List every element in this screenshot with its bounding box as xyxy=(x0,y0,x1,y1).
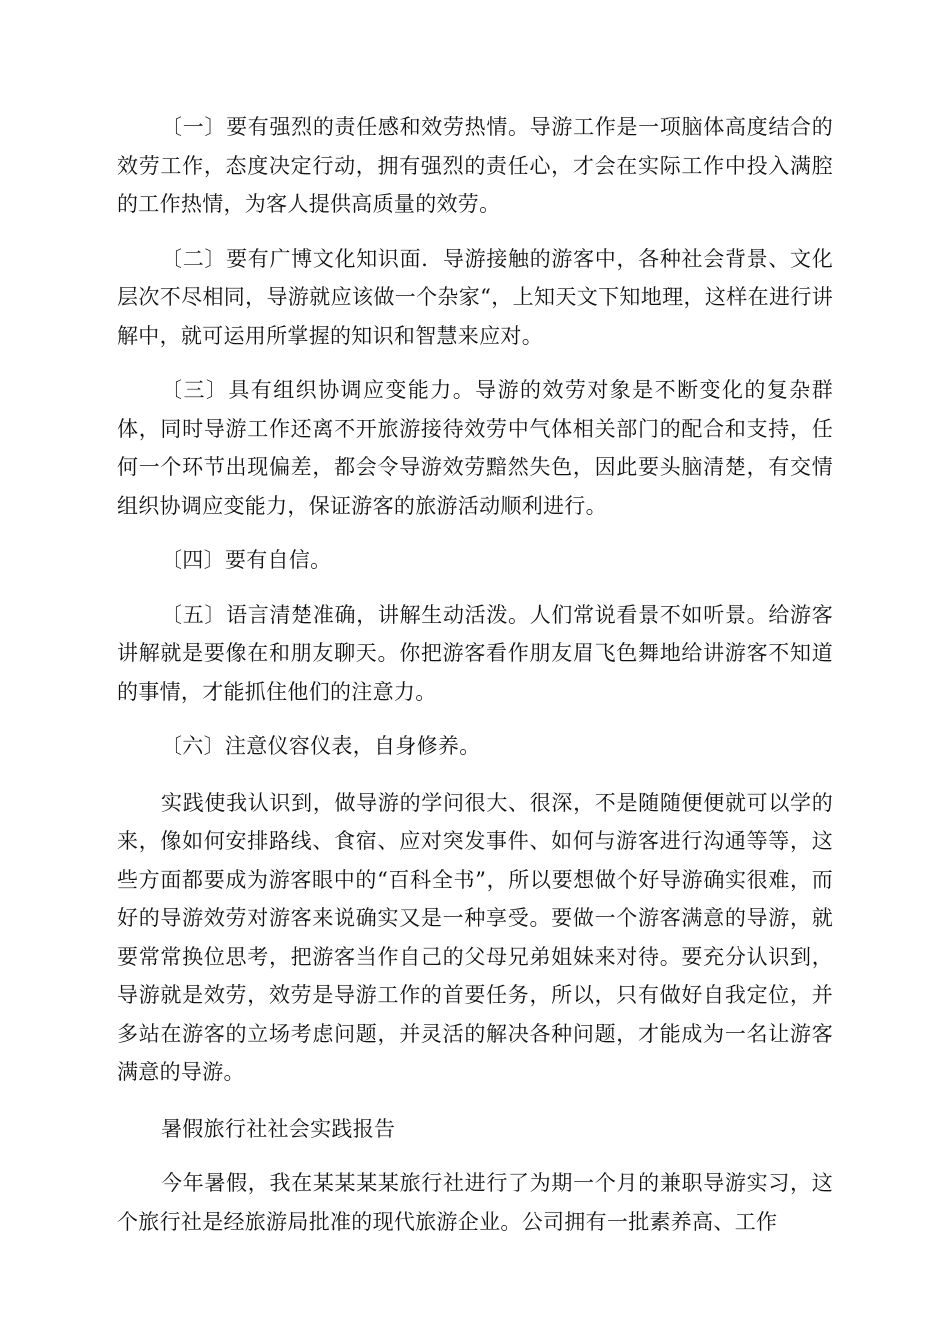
paragraph-practice-reflection: 实践使我认识到，做导游的学问很大、很深，不是随随便便就可以学的来，像如何安排路线、食宿、应对突发事件、如何与游客进行沟通等等，这些方面都要成为游客眼中的“百科全书”，所以要想做个好导游确实很难，而好的导游效劳对游客来说确实又是一种享受。要做一个游客满意的导游，就要常常换位思考，把游客当作自己的父母兄弟姐妹来对待。要充分认识到，导游就是效劳，效劳是导游工作的首要任务，所以，只有做好自我定位，并多站在游客的立场考虑问题，并灵活的解决各种问题，才能成为一名让游客满意的导游。 xyxy=(117,790,833,1084)
paragraph-intro: 今年暑假，我在某某某某旅行社进行了为期一个月的兼职导游实习，这个旅行社是经旅游局批准的现代旅游企业。公司拥有一批素养高、工作 xyxy=(117,1171,833,1234)
paragraph-responsibility: 〔一〕要有强烈的责任感和效劳热情。导游工作是一项脑体高度结合的效劳工作，态度决定行动，拥有强烈的责任心，才会在实际工作中投入满腔的工作热情，为客人提供高质量的效劳。 xyxy=(117,115,833,216)
section-heading: 暑假旅行社社会实践报告 xyxy=(161,1116,396,1141)
paragraph-confidence: 〔四〕要有自信。 xyxy=(161,548,332,572)
paragraph-knowledge: 〔二〕要有广博文化知识面．导游接触的游客中，各种社会背景、文化层次不尽相同，导游就应该做一个杂家“，上知天文下知地理，这样在进行讲解中，就可运用所掌握的知识和智慧来应对。 xyxy=(117,246,833,348)
paragraph-language: 〔五〕语言清楚准确，讲解生动活泼。人们常说看景不如听景。给游客讲解就是要像在和朋友聊天。你把游客看作朋友眉飞色舞地给讲游客不知道的事情，才能抓住他们的注意力。 xyxy=(117,602,833,704)
paragraph-coordination: 〔三〕具有组织协调应变能力。导游的效劳对象是不断变化的复杂群体，同时导游工作还离不开旅游接待效劳中气体相关部门的配合和支持，任何一个环节出现偏差，都会令导游效劳黯然失色，因此要头脑清楚，有交情组织协调应变能力，保证游客的旅游活动顺利进行。 xyxy=(117,378,833,518)
document-body xyxy=(117,108,833,1241)
paragraph-appearance: 〔六〕注意仪容仪表，自身修养。 xyxy=(161,734,481,758)
